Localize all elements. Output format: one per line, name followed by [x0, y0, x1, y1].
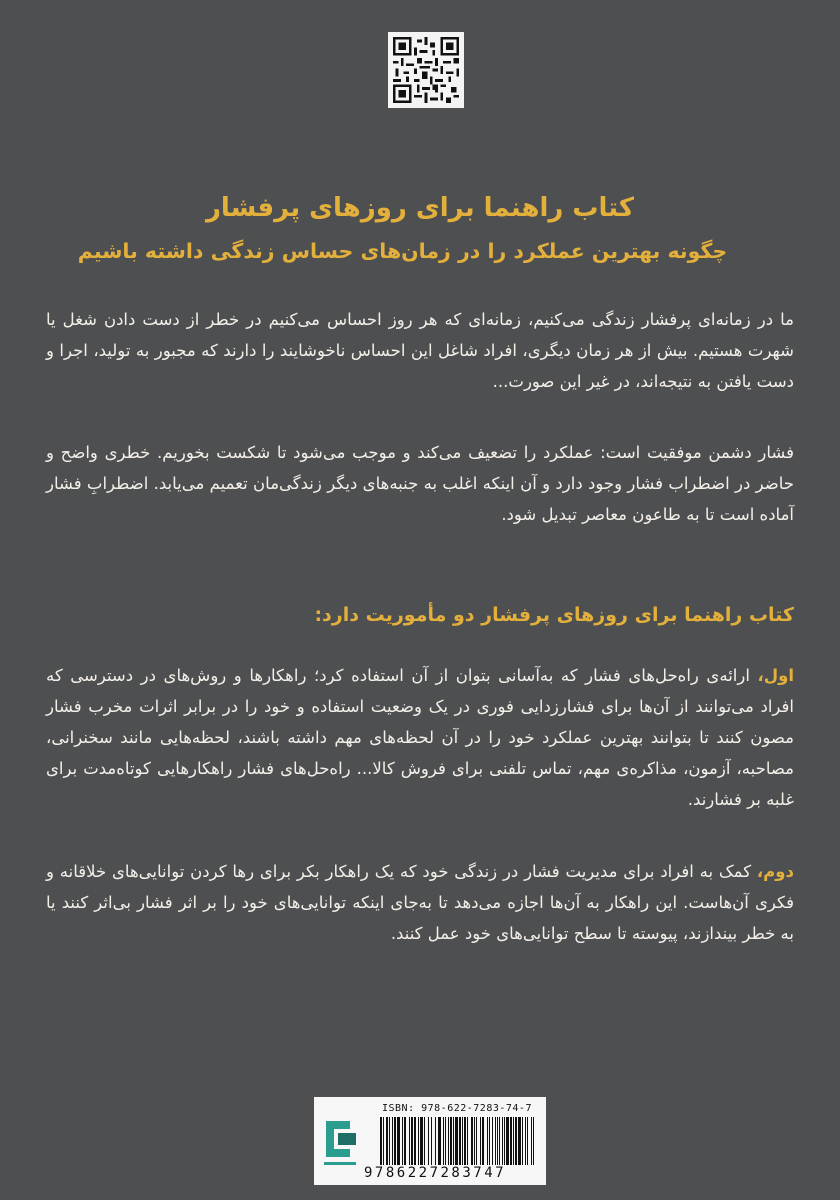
barcode-bar — [394, 1117, 396, 1165]
barcode-bar — [459, 1117, 461, 1165]
missions-heading: کتاب راهنما برای روزهای پرفشار دو مأموریت دارد: — [314, 604, 794, 626]
barcode-bar — [527, 1117, 528, 1165]
barcode-bar — [497, 1117, 498, 1165]
barcode-bar — [380, 1117, 382, 1165]
barcode-bar — [499, 1117, 500, 1165]
barcode-bar — [476, 1117, 477, 1165]
barcode-bar — [495, 1117, 496, 1165]
barcode-bar — [445, 1117, 446, 1165]
barcode-bar — [443, 1117, 444, 1165]
second-mission-label: دوم، — [756, 862, 794, 881]
intro-paragraph: ما در زمانه‌ای پرفشار زندگی می‌کنیم، زمانه‌ای که هر روز احساس می‌کنیم در خطر از دست دادن شغل یا شهرت هستیم. بیش از هر زمان دیگری، افراد شاغل این احساس ناخوشایند را دارند که مجبور به تولید، اجرا و دست یافتن به نتیجه‌اند، در غیر این صورت... — [46, 310, 794, 391]
barcode-bar — [414, 1117, 416, 1165]
barcode-bar — [467, 1117, 468, 1165]
barcode-bar — [489, 1117, 490, 1165]
barcode-bar — [383, 1117, 384, 1165]
qr-code — [388, 32, 464, 108]
barcode-bar — [402, 1117, 403, 1165]
barcode-bar — [450, 1117, 452, 1165]
book-title: کتاب راهنما برای روزهای پرفشار — [205, 193, 635, 223]
barcode-bar — [518, 1117, 521, 1165]
barcode-bar — [431, 1117, 432, 1165]
barcode-bar — [448, 1117, 449, 1165]
barcode-bar — [418, 1117, 419, 1165]
barcode-bar — [506, 1117, 509, 1165]
barcode-bar — [392, 1117, 393, 1165]
barcode-bar — [386, 1117, 388, 1165]
barcode-bar — [397, 1117, 400, 1165]
first-mission-label: اول، — [757, 666, 794, 685]
barcode-bar — [462, 1117, 463, 1165]
barcode-bar — [409, 1117, 410, 1165]
barcode-bars — [380, 1117, 536, 1165]
barcode-bar — [531, 1117, 532, 1165]
barcode-bar — [533, 1117, 534, 1165]
book-subtitle: چگونه بهترین عملکرد را در زمان‌های حساس زندگی داشته باشیم — [77, 239, 728, 263]
barcode-bar — [513, 1117, 514, 1165]
barcode-bar — [482, 1117, 484, 1165]
barcode-bar — [428, 1117, 429, 1165]
barcode-bar — [525, 1117, 526, 1165]
barcode-bar — [492, 1117, 493, 1165]
first-mission-paragraph — [46, 660, 794, 815]
barcode-bar — [420, 1117, 423, 1165]
barcode-bar — [438, 1117, 441, 1165]
barcode-bar — [480, 1117, 481, 1165]
barcode-bar — [504, 1117, 505, 1165]
barcode-bar — [453, 1117, 454, 1165]
first-mission-text: ارائه‌ی راه‌حل‌های فشار که به‌آسانی بتوان از آن استفاده کرد؛ راهکارها و روش‌های در دسترسی که افراد می‌توانند از آن‌ها برای فشارزدایی فوری در یک وضعیت استفاده و خود را در برابر اثرات مخرب فشار مصون کنند تا بتوانند بهترین عملکرد خود را در آن لحظه‌های مهم داشته باشند، لحظه‌هایی مانند سخنرانی، مصاحبه، آزمون، مذاکره‌ی مهم، تماس تلفنی برای فروش کالا... راه‌حل‌های فشار راهکارهایی کوتاه‌مدت برای غلبه بر فشارند. — [46, 666, 794, 809]
barcode-bar — [411, 1117, 413, 1165]
barcode-bar — [455, 1117, 458, 1165]
pressure-paragraph: فشار دشمن موفقیت است: عملکرد را تضعیف می‌کند و موجب می‌شود تا شکست بخوریم. خطری واضح و حاضر در اضطراب فشار وجود دارد و آن اینکه اغلب به جنبه‌های دیگر زندگی‌مان تعمیم می‌یابد. اضطرابِ فشار آماده است تا به طاعون معاصر تبدیل شود. — [46, 443, 794, 524]
barcode-bar — [502, 1117, 503, 1165]
barcode-bar — [487, 1117, 488, 1165]
barcode-bar — [464, 1117, 466, 1165]
isbn-text: ISBN: 978-622-7283-74-7 — [382, 1103, 532, 1114]
second-mission-paragraph — [46, 856, 794, 949]
barcode-bar — [404, 1117, 406, 1165]
barcode-bar — [471, 1117, 473, 1165]
barcode-label — [314, 1097, 546, 1185]
barcode-bar — [474, 1117, 475, 1165]
barcode-bar — [389, 1117, 390, 1165]
barcode-bar — [515, 1117, 517, 1165]
barcode-digits: 9786227283747 — [364, 1165, 507, 1181]
barcode-bar — [424, 1117, 425, 1165]
publisher-logo-icon — [320, 1109, 362, 1169]
barcode-bar — [510, 1117, 512, 1165]
second-mission-text: کمک به افراد برای مدیریت فشار در زندگی خود که یک راهکار بکر برای رها کردن توانایی‌های خلاقانه و فکری آن‌هاست. این راهکار به آن‌ها اجازه می‌دهد تا به‌جای اینکه توانایی‌های خود را بر اثر فشار بی‌اثر کنند یا به خطر بیندازند، پیوسته تا سطح توانایی‌های خود عمل کنند. — [46, 862, 794, 943]
barcode-bar — [522, 1117, 523, 1165]
barcode-bar — [435, 1117, 436, 1165]
